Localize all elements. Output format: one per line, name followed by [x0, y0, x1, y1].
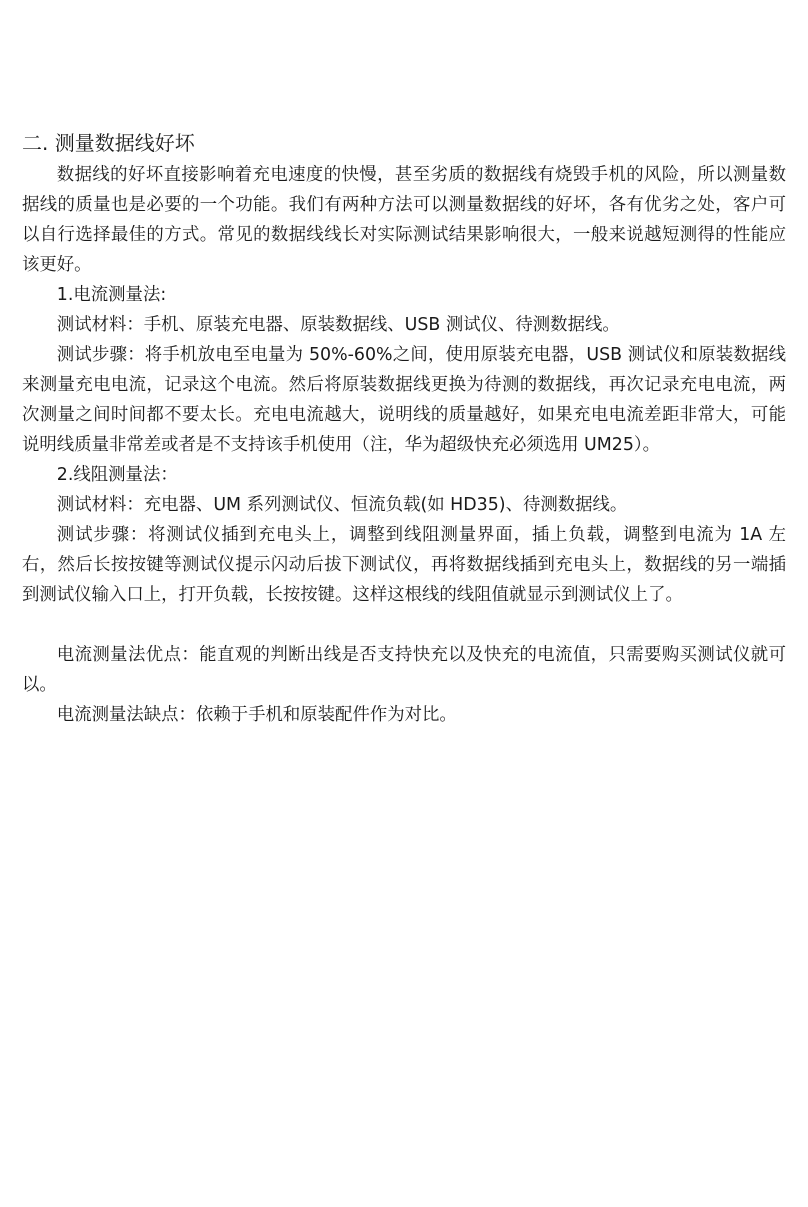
method1-steps: 测试步骤：将手机放电至电量为 50%-60%之间，使用原装充电器，USB 测试仪和原装数据线来测量充电电流，记录这个电流。然后将原装数据线更换为待测的数据线，再次记录充电电流，两次测量之间时间都不要太长。充电电流越大，说明线的质量越好，如果充电电流差距非常大，可能说明线质量非常差或者是不支持该手机使用（注，华为超级快充必须选用 UM25）。 — [22, 345, 786, 455]
method1-heading: 1.电流测量法: — [56, 285, 167, 305]
document-page — [22, 128, 786, 730]
section-title: 二. 测量数据线好坏 — [22, 131, 195, 155]
intro-paragraph: 数据线的好坏直接影响着充电速度的快慢，甚至劣质的数据线有烧毁手机的风险，所以测量数据线的质量也是必要的一个功能。我们有两种方法可以测量数据线的好坏，各有优劣之处，客户可以自行选择最佳的方式。常见的数据线线长对实际测试结果影响很大，一般来说越短测得的性能应该更好。 — [22, 165, 786, 275]
method2-steps: 测试步骤：将测试仪插到充电头上，调整到线阻测量界面，插上负载，调整到电流为 1A 左右，然后长按按键等测试仪提示闪动后拔下测试仪，再将数据线插到充电头上，数据线的另一端插到测试仪输入口上，打开负载，长按按键。这样这根线的线阻值就显示到测试仪上了。 — [22, 525, 786, 605]
cons-paragraph: 电流测量法缺点：依赖于手机和原装配件作为对比。 — [56, 705, 457, 725]
method2-materials: 测试材料：充电器、UM 系列测试仪、恒流负载(如 HD35)、待测数据线。 — [56, 495, 628, 515]
pros-paragraph: 电流测量法优点：能直观的判断出线是否支持快充以及快充的电流值，只需要购买测试仪就可以。 — [22, 645, 786, 695]
method1-materials: 测试材料：手机、原装充电器、原装数据线、USB 测试仪、待测数据线。 — [56, 315, 620, 335]
method2-heading: 2.线阻测量法： — [56, 465, 178, 485]
